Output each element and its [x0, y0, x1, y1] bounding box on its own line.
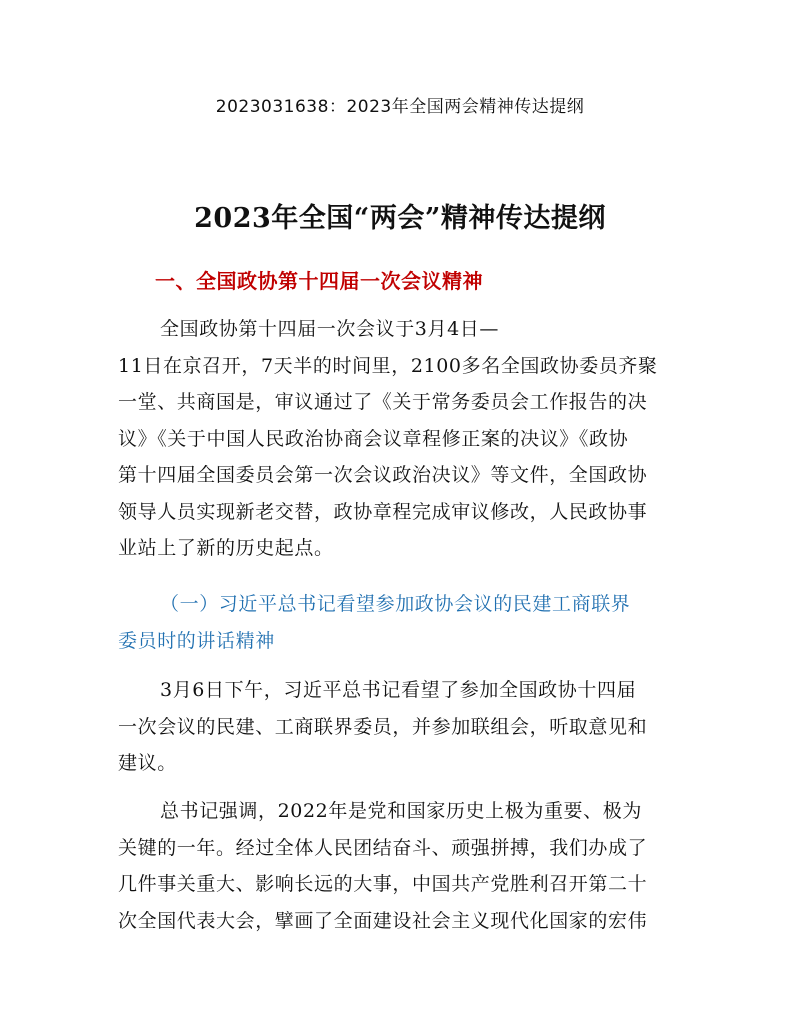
paragraph-line: 次全国代表大会，擘画了全面建设社会主义现代化国家的宏伟	[118, 909, 648, 932]
paragraph-line: 建议。	[118, 752, 177, 774]
paragraph-line: 几件事关重大、影响长远的大事，中国共产党胜利召开第二十	[118, 873, 648, 895]
paragraph-line: 总书记强调，2022年是党和国家历史上极为重要、极为	[160, 800, 642, 822]
paragraph-line: 议》《关于中国人民政治协商会议章程修正案的决议》《政协	[118, 427, 629, 450]
paragraph-line: 业站上了新的历史起点。	[118, 537, 334, 559]
paragraph-line: 一堂、共商国是，审议通过了《关于常务委员会工作报告的决	[118, 391, 648, 413]
paragraph-3	[118, 793, 684, 939]
paragraph-line: 全国政协第十四届一次会议于3月4日—	[160, 318, 499, 340]
paragraph-2	[118, 672, 684, 782]
document-header: 2023031638：2023年全国两会精神传达提纲	[215, 97, 585, 117]
paragraph-line: 3月6日下午，习近平总书记看望了参加全国政协十四届	[160, 679, 637, 701]
section-heading: 一、全国政协第十四届一次会议精神	[155, 269, 483, 293]
paragraph-line: 关键的一年。经过全体人民团结奋斗、顽强拼搏，我们办成了	[118, 836, 648, 859]
sub-heading	[118, 586, 684, 659]
sub-heading-line: 委员时的讲话精神	[118, 629, 275, 652]
document-title: 2023年全国“两会”精神传达提纲	[194, 203, 606, 234]
paragraph-line: 第十四届全国委员会第一次会议政治决议》等文件，全国政协	[118, 464, 648, 486]
paragraph-line: 一次会议的民建、工商联界委员，并参加联组会，听取意见和	[118, 715, 648, 738]
paragraph-line: 领导人员实现新老交替，政协章程完成审议修改，人民政协事	[118, 500, 648, 523]
paragraph-1	[118, 311, 684, 567]
paragraph-line: 11日在京召开，7天半的时间里，2100多名全国政协委员齐聚	[118, 354, 658, 377]
sub-heading-line: （一）习近平总书记看望参加政协会议的民建工商联界	[160, 593, 631, 615]
